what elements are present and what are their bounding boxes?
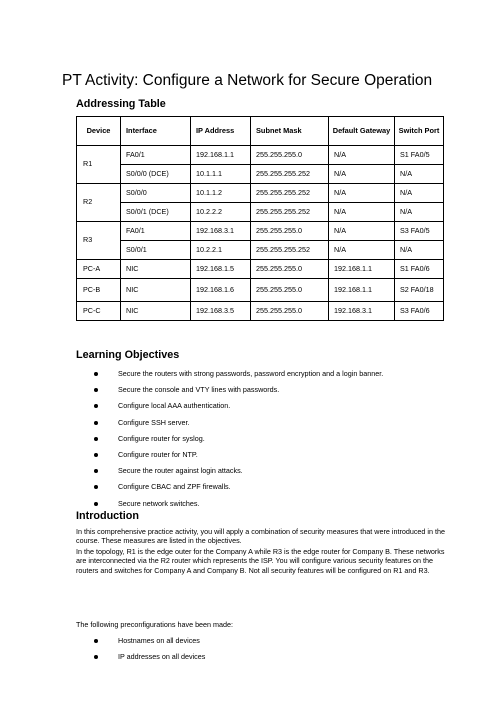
cell-gateway: N/A xyxy=(329,241,395,260)
header-subnet-mask: Subnet Mask xyxy=(251,117,329,146)
cell-device: PC-B xyxy=(77,279,121,302)
list-item xyxy=(92,482,383,498)
list-item-text: Secure the routers with strong passwords, password encryption and a login banner. xyxy=(118,369,384,378)
list-item xyxy=(92,466,383,482)
cell-ip: 192.168.3.1 xyxy=(191,222,251,241)
cell-mask: 255.255.255.252 xyxy=(251,203,329,222)
cell-interface: NIC xyxy=(121,302,191,321)
list-item xyxy=(92,450,383,466)
list-item xyxy=(92,369,383,385)
cell-device: R2 xyxy=(77,184,121,222)
bullet-icon xyxy=(94,639,98,643)
cell-port: S1 FA0/6 xyxy=(395,260,444,279)
cell-interface: S0/0/1 (DCE) xyxy=(121,203,191,222)
bullet-icon xyxy=(94,404,98,408)
cell-device: R1 xyxy=(77,146,121,184)
cell-mask: 255.255.255.0 xyxy=(251,279,329,302)
cell-interface: FA0/1 xyxy=(121,146,191,165)
cell-interface: NIC xyxy=(121,260,191,279)
learning-objectives-list xyxy=(92,369,383,515)
cell-interface: NIC xyxy=(121,279,191,302)
bullet-icon xyxy=(94,453,98,457)
bullet-icon xyxy=(94,372,98,376)
bullet-icon xyxy=(94,469,98,473)
cell-ip: 10.1.1.1 xyxy=(191,165,251,184)
cell-mask: 255.255.255.0 xyxy=(251,302,329,321)
cell-mask: 255.255.255.0 xyxy=(251,222,329,241)
list-item-text: Hostnames on all devices xyxy=(118,636,200,645)
cell-ip: 192.168.3.5 xyxy=(191,302,251,321)
table-row xyxy=(77,146,444,165)
cell-ip: 10.2.2.1 xyxy=(191,241,251,260)
table-row xyxy=(77,222,444,241)
learning-objectives-heading: Learning Objectives xyxy=(76,349,180,361)
cell-ip: 10.1.1.2 xyxy=(191,184,251,203)
cell-interface: FA0/1 xyxy=(121,222,191,241)
cell-ip: 192.168.1.6 xyxy=(191,279,251,302)
addressing-table xyxy=(76,116,444,321)
list-item xyxy=(92,385,383,401)
list-item-text: Configure CBAC and ZPF firewalls. xyxy=(118,482,231,492)
list-item-text: Secure the router against login attacks. xyxy=(118,466,243,476)
table-row xyxy=(77,165,444,184)
table-row xyxy=(77,241,444,260)
cell-gateway: 192.168.3.1 xyxy=(329,302,395,321)
table-row xyxy=(77,279,444,302)
list-item-text: Configure router for NTP. xyxy=(118,449,198,459)
cell-port: N/A xyxy=(395,241,444,260)
cell-interface: S0/0/0 (DCE) xyxy=(121,165,191,184)
cell-mask: 255.255.255.0 xyxy=(251,146,329,165)
cell-gateway: N/A xyxy=(329,203,395,222)
cell-gateway: N/A xyxy=(329,184,395,203)
cell-interface: S0/0/1 xyxy=(121,241,191,260)
header-ip-address: IP Address xyxy=(191,117,251,146)
header-device: Device xyxy=(77,117,121,146)
cell-mask: 255.255.255.0 xyxy=(251,260,329,279)
list-item-text: Secure network switches. xyxy=(118,498,200,508)
bullet-icon xyxy=(94,421,98,425)
cell-mask: 255.255.255.252 xyxy=(251,241,329,260)
cell-gateway: N/A xyxy=(329,222,395,241)
list-item xyxy=(92,636,205,652)
introduction-paragraph: In the topology, R1 is the edge outer for the Company A while R3 is the edge router for Company B. These networks are interconnected via the R2 router which represents the ISP. You will configure various security features on the routers and switches for Company A and Company B. Not all security features will be configured on R1 and R3. xyxy=(76,547,445,575)
cell-ip: 192.168.1.1 xyxy=(191,146,251,165)
list-item-text: Configure router for syslog. xyxy=(118,433,205,443)
list-item xyxy=(92,401,383,417)
table-row xyxy=(77,203,444,222)
header-interface: Interface xyxy=(121,117,191,146)
cell-gateway: 192.168.1.1 xyxy=(329,279,395,302)
cell-device: PC-A xyxy=(77,260,121,279)
header-switch-port: Switch Port xyxy=(395,117,444,146)
cell-port: N/A xyxy=(395,184,444,203)
cell-mask: 255.255.255.252 xyxy=(251,184,329,203)
cell-interface: S0/0/0 xyxy=(121,184,191,203)
preconfig-intro-text: The following preconfigurations have been made: xyxy=(76,620,234,629)
cell-port: S3 FA0/6 xyxy=(395,302,444,321)
cell-gateway: N/A xyxy=(329,146,395,165)
cell-ip: 10.2.2.2 xyxy=(191,203,251,222)
bullet-icon xyxy=(94,655,98,659)
list-item-text: Configure SSH server. xyxy=(118,417,190,427)
cell-device: PC-C xyxy=(77,302,121,321)
page-title: PT Activity: Configure a Network for Secure Operation xyxy=(62,72,433,89)
introduction-paragraph: In this comprehensive practice activity, you will apply a combination of security measures that were introduced in the course. These measures are listed in the objectives. xyxy=(76,527,446,546)
list-item-text: IP addresses on all devices xyxy=(118,652,206,662)
table-row xyxy=(77,260,444,279)
list-item-text: Secure the console and VTY lines with passwords. xyxy=(118,385,280,395)
bullet-icon xyxy=(94,485,98,489)
cell-port: N/A xyxy=(395,165,444,184)
table-header-row xyxy=(77,117,444,146)
list-item-text: Configure local AAA authentication. xyxy=(118,401,231,411)
bullet-icon xyxy=(94,437,98,441)
addressing-table-heading: Addressing Table xyxy=(76,98,166,110)
introduction-heading: Introduction xyxy=(76,510,139,522)
list-item xyxy=(92,652,205,668)
bullet-icon xyxy=(94,502,98,506)
cell-mask: 255.255.255.252 xyxy=(251,165,329,184)
bullet-icon xyxy=(94,388,98,392)
table-row xyxy=(77,184,444,203)
list-item xyxy=(92,418,383,434)
cell-ip: 192.168.1.5 xyxy=(191,260,251,279)
cell-gateway: N/A xyxy=(329,165,395,184)
list-item xyxy=(92,434,383,450)
cell-device: R3 xyxy=(77,222,121,260)
header-default-gateway: Default Gateway xyxy=(329,117,395,146)
cell-port: S1 FA0/5 xyxy=(395,146,444,165)
table-row xyxy=(77,302,444,321)
cell-port: S3 FA0/5 xyxy=(395,222,444,241)
cell-port: N/A xyxy=(395,203,444,222)
preconfig-list xyxy=(92,636,205,668)
cell-port: S2 FA0/18 xyxy=(395,279,444,302)
cell-gateway: 192.168.1.1 xyxy=(329,260,395,279)
